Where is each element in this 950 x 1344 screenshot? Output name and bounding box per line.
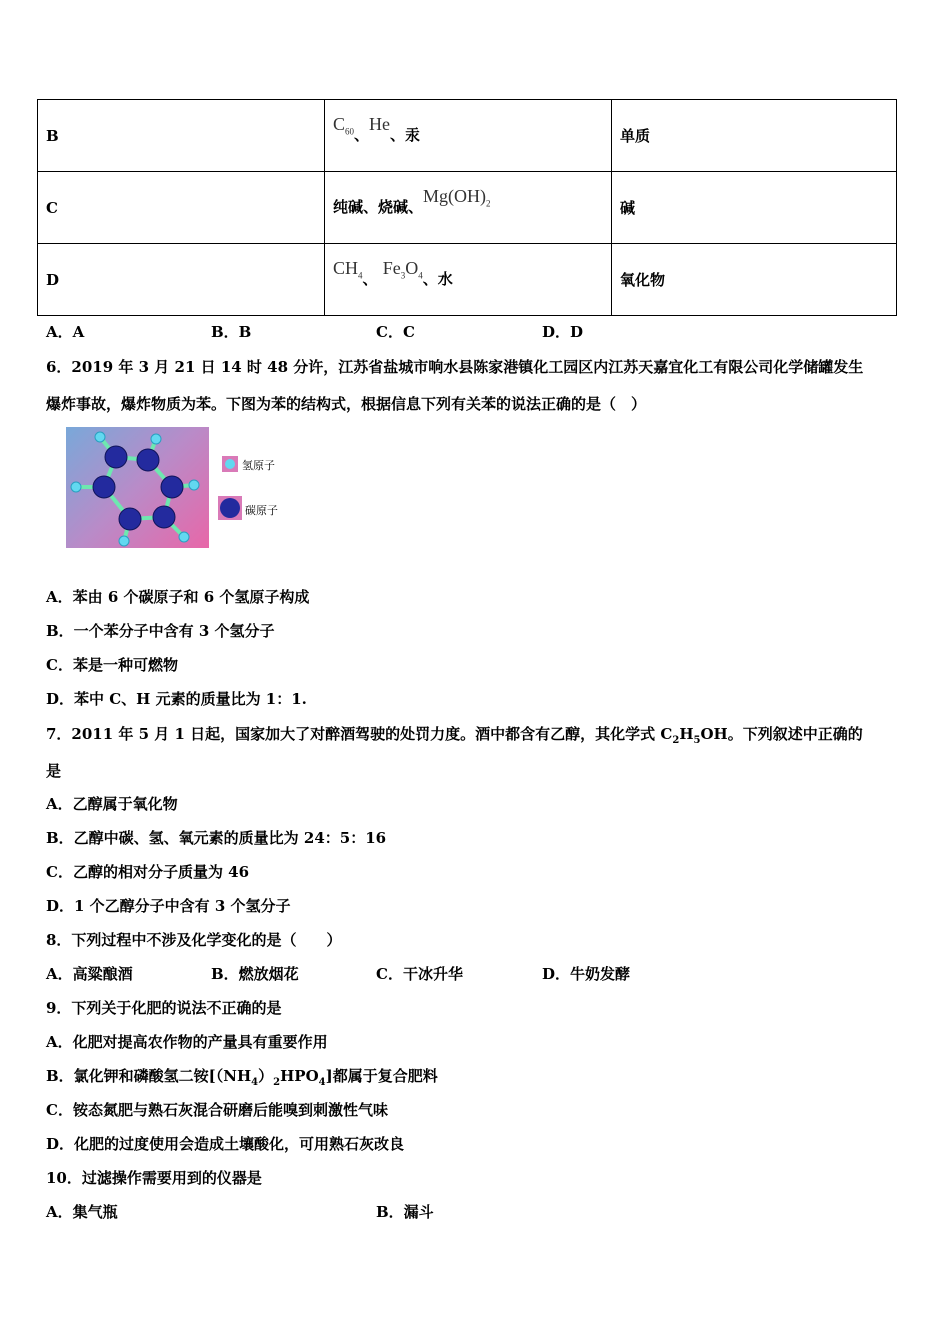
carbon-legend-label: 碳原子	[245, 504, 278, 517]
substances-cell: 纯碱、烧碱、$Mg(OH)_2$	[325, 172, 612, 244]
answer-option: A．A	[46, 323, 85, 341]
benzene-molecule-diagram	[66, 427, 209, 548]
row-label: D	[38, 244, 325, 316]
question-9-option: B．氯化钾和磷酸氢二铵$[(NH_4)_2HPO_4]$都属于复合肥料	[46, 1067, 438, 1088]
row-label: C	[38, 172, 325, 244]
classification-table	[37, 99, 897, 316]
category-cell: 单质	[612, 100, 897, 172]
question-7-option: D．1 个乙醇分子中含有 3 个氢分子	[46, 897, 291, 915]
question-9-option: A．化肥对提高农作物的产量具有重要作用	[46, 1033, 328, 1051]
question-6-stem-line1: 6．2019 年 3 月 21 日 14 时 48 分许，江苏省盐城市响水县陈家港镇化工园区内江苏天嘉宜化工有限公司化学储罐发生	[46, 358, 864, 376]
answer-option: C．C	[376, 323, 415, 341]
formula: $Mg(OH)_2$	[423, 186, 491, 209]
question-9-option: D．化肥的过度使用会造成土壤酸化，可用熟石灰改良	[46, 1135, 405, 1153]
question-6-option: D．苯中 C、H 元素的质量比为 1：1.	[46, 690, 307, 708]
category-cell: 碱	[612, 172, 897, 244]
question-8-option: A．高粱酿酒	[46, 965, 133, 983]
hydrogen-legend-swatch	[222, 456, 238, 472]
table-row	[38, 172, 897, 244]
question-7-option: B．乙醇中碳、氢、氧元素的质量比为 24：5：16	[46, 829, 387, 847]
question-8-option: D．牛奶发酵	[542, 965, 631, 983]
question-10-option: A．集气瓶	[46, 1203, 118, 1221]
question-8-option: B．燃放烟花	[211, 965, 299, 983]
table-row	[38, 100, 897, 172]
carbon-legend-swatch	[218, 496, 242, 520]
question-7-option: A．乙醇属于氧化物	[46, 795, 178, 813]
substances-cell: $C_{60}$、He、汞	[325, 100, 612, 172]
substances-cell: $CH_4$、 $Fe_3O_4$、水	[325, 244, 612, 316]
question-6-option: A．苯由 6 个碳原子和 6 个氢原子构成	[46, 588, 310, 606]
formula: $Fe_3O_4$	[382, 258, 423, 281]
question-7-stem-line2: 是	[46, 762, 62, 780]
table-row	[38, 244, 897, 316]
question-6-option: B．一个苯分子中含有 3 个氢分子	[46, 622, 275, 640]
question-7-stem-line1: 7．2011 年 5 月 1 日起，国家加大了对醉酒驾驶的处罚力度。酒中都含有乙醇，其化学式 $C_2H_5OH$。下列叙述中正确的	[46, 725, 863, 746]
question-9-stem: 9．下列关于化肥的说法不正确的是	[46, 999, 282, 1017]
formula: $CH_4$	[333, 258, 363, 281]
benzene-structure-figure	[66, 427, 209, 548]
question-6-option: C．苯是一种可燃物	[46, 656, 178, 674]
question-8-option: C．干冰升华	[376, 965, 463, 983]
question-10-option: B．漏斗	[376, 1203, 434, 1221]
question-6-stem-line2: 爆炸事故，爆炸物质为苯。下图为苯的结构式，根据信息下列有关苯的说法正确的是（ ）	[46, 395, 647, 413]
hydrogen-legend-label: 氢原子	[242, 459, 275, 472]
row-label: B	[38, 100, 325, 172]
question-8-stem: 8．下列过程中不涉及化学变化的是（ ）	[46, 931, 342, 949]
question-9-option: C．铵态氮肥与熟石灰混合研磨后能嗅到刺激性气味	[46, 1101, 388, 1119]
formula: He	[369, 114, 391, 135]
answer-option: D．D	[542, 323, 584, 341]
category-cell: 氧化物	[612, 244, 897, 316]
question-7-option: C．乙醇的相对分子质量为 46	[46, 863, 250, 881]
answer-option: B．B	[211, 323, 252, 341]
formula: $C_{60}$	[333, 114, 355, 137]
question-10-stem: 10．过滤操作需要用到的仪器是	[46, 1169, 262, 1187]
